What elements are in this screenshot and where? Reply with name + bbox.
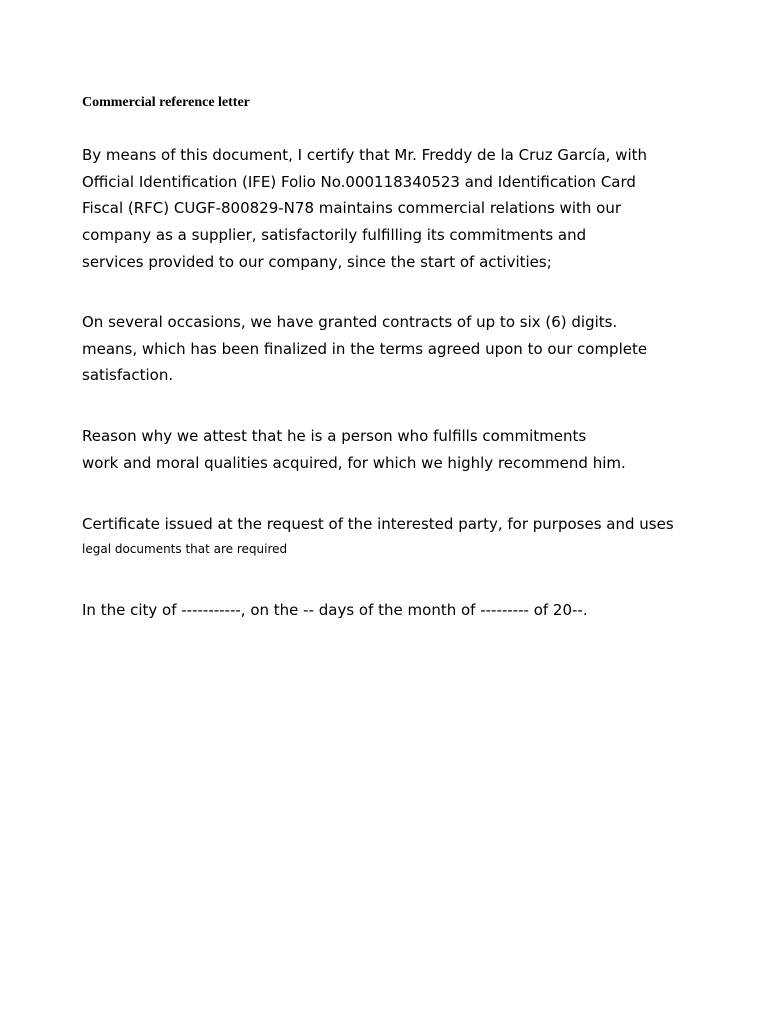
text-line: In the city of -----------, on the -- days of the month of --------- of 20--.: [82, 601, 588, 619]
text-line: Reason why we attest that he is a person who fulfills commitments: [82, 427, 587, 445]
paragraph-certificate-issued: [82, 511, 674, 560]
paragraph-place-date: [82, 597, 588, 624]
paragraph-certification: [82, 142, 647, 276]
paragraph-recommendation: [82, 423, 626, 476]
letter-title: Commercial reference letter: [82, 95, 250, 110]
text-line: By means of this document, I certify that Mr. Freddy de la Cruz García, with: [82, 146, 648, 164]
text-line: Fiscal (RFC) CUGF-800829-N78 maintains commercial relations with our: [82, 199, 622, 218]
text-line: services provided to our company, since the start of activities;: [82, 252, 552, 271]
text-line: Certificate issued at the request of the interested party, for purposes and uses: [82, 515, 674, 533]
text-line: Official Identification (IFE) Folio No.000118340523 and Identification Card: [82, 172, 636, 191]
paragraph-contracts: [82, 309, 647, 389]
text-line: company as a supplier, satisfactorily fulfilling its commitments and: [82, 226, 587, 245]
text-line: On several occasions, we have granted contracts of up to six (6) digits.: [82, 313, 618, 331]
text-line-small: legal documents that are required: [82, 541, 288, 556]
text-line: satisfaction.: [82, 366, 174, 385]
text-line: work and moral qualities acquired, for which we highly recommend him.: [82, 453, 626, 472]
text-line: means, which has been finalized in the terms agreed upon to our complete: [82, 339, 648, 358]
